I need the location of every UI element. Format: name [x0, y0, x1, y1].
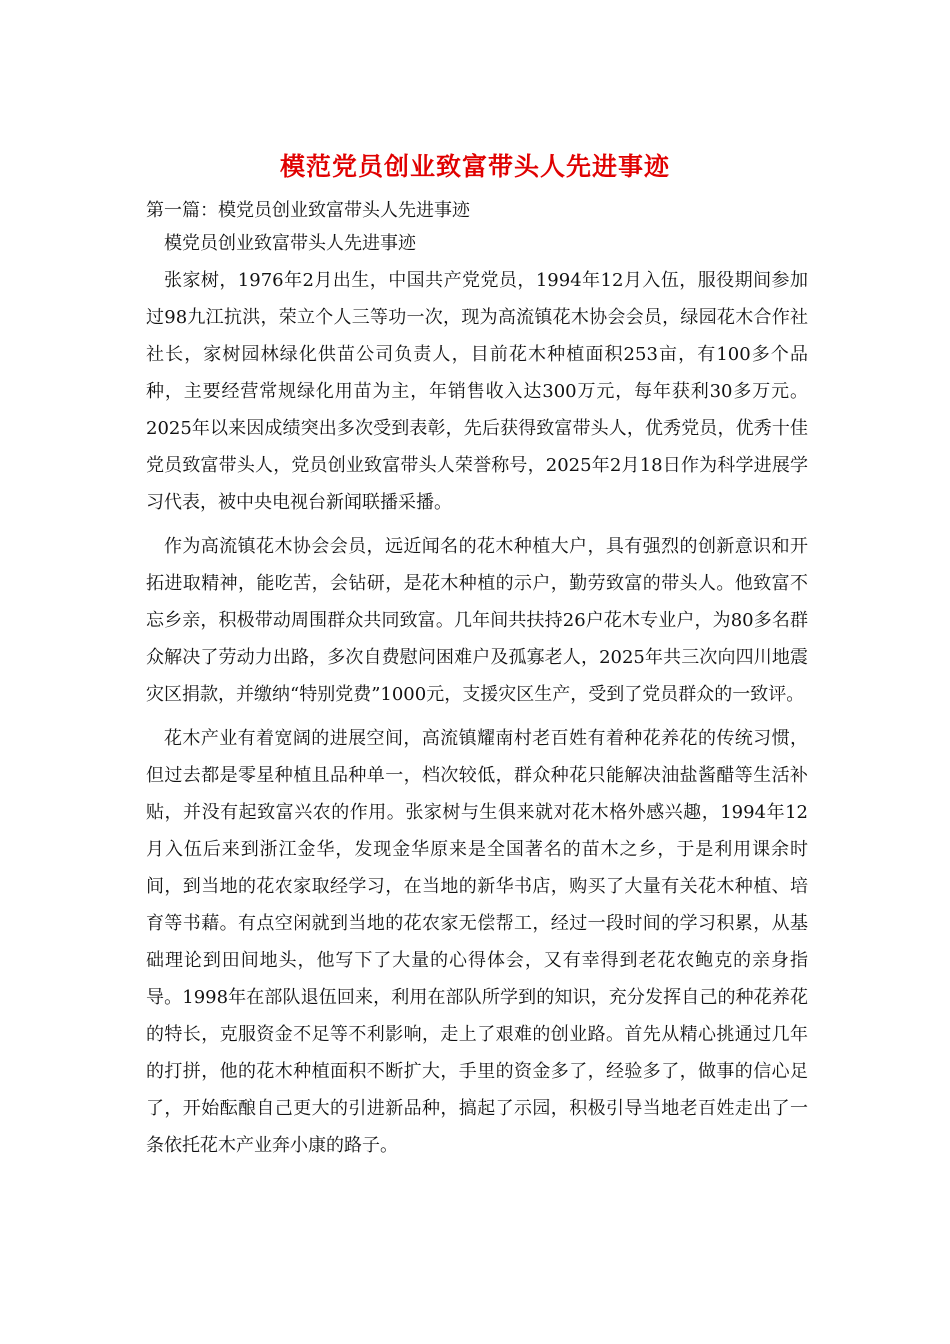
article-subheading: 模党员创业致富带头人先进事迹 [164, 233, 416, 254]
paragraph-1: 张家树，1976年2月出生，中国共产党党员，1994年12月入伍，服役期间参加过98九江抗洪，荣立个人三等功一次，现为高流镇花木协会会员，绿园花木合作社社长，家树园林绿化供苗公司负责人，目前花木种植面积253亩，有100多个品种，主要经营常规绿化用苗为主，年销售收入达300万元，每年获利30多万元。2025年以来因成绩突出多次受到表彰，先后获得致富带头人，优秀党员，优秀十佳党员致富带头人，党员创业致富带头人荣誉称号，2025年2月18日作为科学进展学习代表，被中央电视台新闻联播采播。 [146, 270, 808, 513]
section-heading: 第一篇：模党员创业致富带头人先进事迹 [146, 200, 470, 221]
paragraph-2: 作为高流镇花木协会会员，远近闻名的花木种植大户，具有强烈的创新意识和开拓进取精神，能吃苦，会钻研，是花木种植的示户，勤劳致富的带头人。他致富不忘乡亲，积极带动周围群众共同致富。几年间共扶持26户花木专业户，为80多名群众解决了劳动力出路，多次自费慰问困难户及孤寡老人，2025年共三次向四川地震灾区捐款，并缴纳“特别党费”1000元，支援灾区生产，受到了党员群众的一致评。 [146, 536, 808, 705]
paragraph-3: 花木产业有着宽阔的进展空间，高流镇耀南村老百姓有着种花养花的传统习惯，但过去都是零星种植且品种单一，档次较低，群众种花只能解决油盐酱醋等生活补贴，并没有起致富兴农的作用。张家树与生俱来就对花木格外感兴趣，1994年12月入伍后来到浙江金华，发现金华原来是全国著名的苗木之乡，于是利用课余时间，到当地的花农家取经学习，在当地的新华书店，购买了大量有关花木种植、培育等书藉。有点空闲就到当地的花农家无偿帮工，经过一段时间的学习积累，从基础理论到田间地头，他写下了大量的心得体会，又有幸得到老花农鲍克的亲身指导。1998年在部队退伍回来，利用在部队所学到的知识，充分发挥自己的种花养花的特长，克服资金不足等不利影响，走上了艰难的创业路。首先从精心挑通过几年的打拼，他的花木种植面积不断扩大，手里的资金多了，经验多了，做事的信心足了，开始酝酿自己更大的引进新品种，搞起了示园，积极引导当地老百姓走出了一条依托花木产业奔小康的路子。 [146, 728, 808, 1156]
document-body [146, 196, 808, 1164]
document-title: 模范党员创业致富带头人先进事迹 [279, 152, 670, 181]
